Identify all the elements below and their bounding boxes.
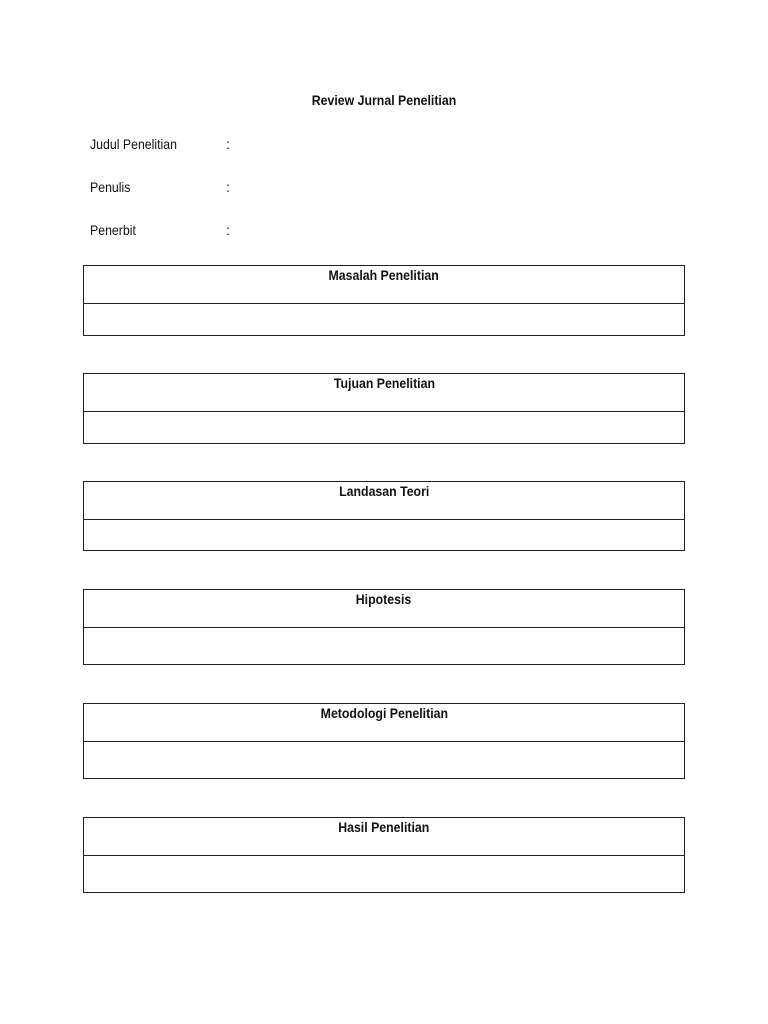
section-heading: Landasan Teori [338, 483, 430, 499]
section-heading-cell [84, 266, 684, 304]
section-heading: Metodologi Penelitian [320, 705, 448, 721]
field-colon: : [226, 179, 230, 195]
section-metodologi-penelitian [83, 703, 685, 779]
section-landasan-teori [83, 481, 685, 551]
field-colon: : [226, 136, 230, 152]
section-content-cell[interactable] [84, 856, 684, 892]
section-content-cell[interactable] [84, 520, 684, 550]
section-content-cell[interactable] [84, 412, 684, 443]
section-hasil-penelitian [83, 817, 685, 893]
section-heading-cell [84, 590, 684, 628]
field-label: Penulis [90, 179, 131, 195]
field-colon: : [226, 222, 230, 238]
section-hipotesis [83, 589, 685, 665]
section-heading: Hipotesis [356, 591, 412, 607]
section-heading-cell [84, 704, 684, 742]
section-heading-cell [84, 482, 684, 520]
section-heading: Hasil Penelitian [338, 819, 430, 835]
section-heading: Masalah Penelitian [328, 267, 440, 283]
section-tujuan-penelitian [83, 373, 685, 444]
section-content-cell[interactable] [84, 304, 684, 335]
field-label: Judul Penelitian [90, 136, 177, 152]
section-heading: Tujuan Penelitian [333, 375, 435, 391]
page-title: Review Jurnal Penelitian [311, 92, 457, 108]
section-content-cell[interactable] [84, 628, 684, 664]
section-heading-cell [84, 374, 684, 412]
section-content-cell[interactable] [84, 742, 684, 778]
field-label: Penerbit [90, 222, 136, 238]
section-masalah-penelitian [83, 265, 685, 336]
section-heading-cell [84, 818, 684, 856]
